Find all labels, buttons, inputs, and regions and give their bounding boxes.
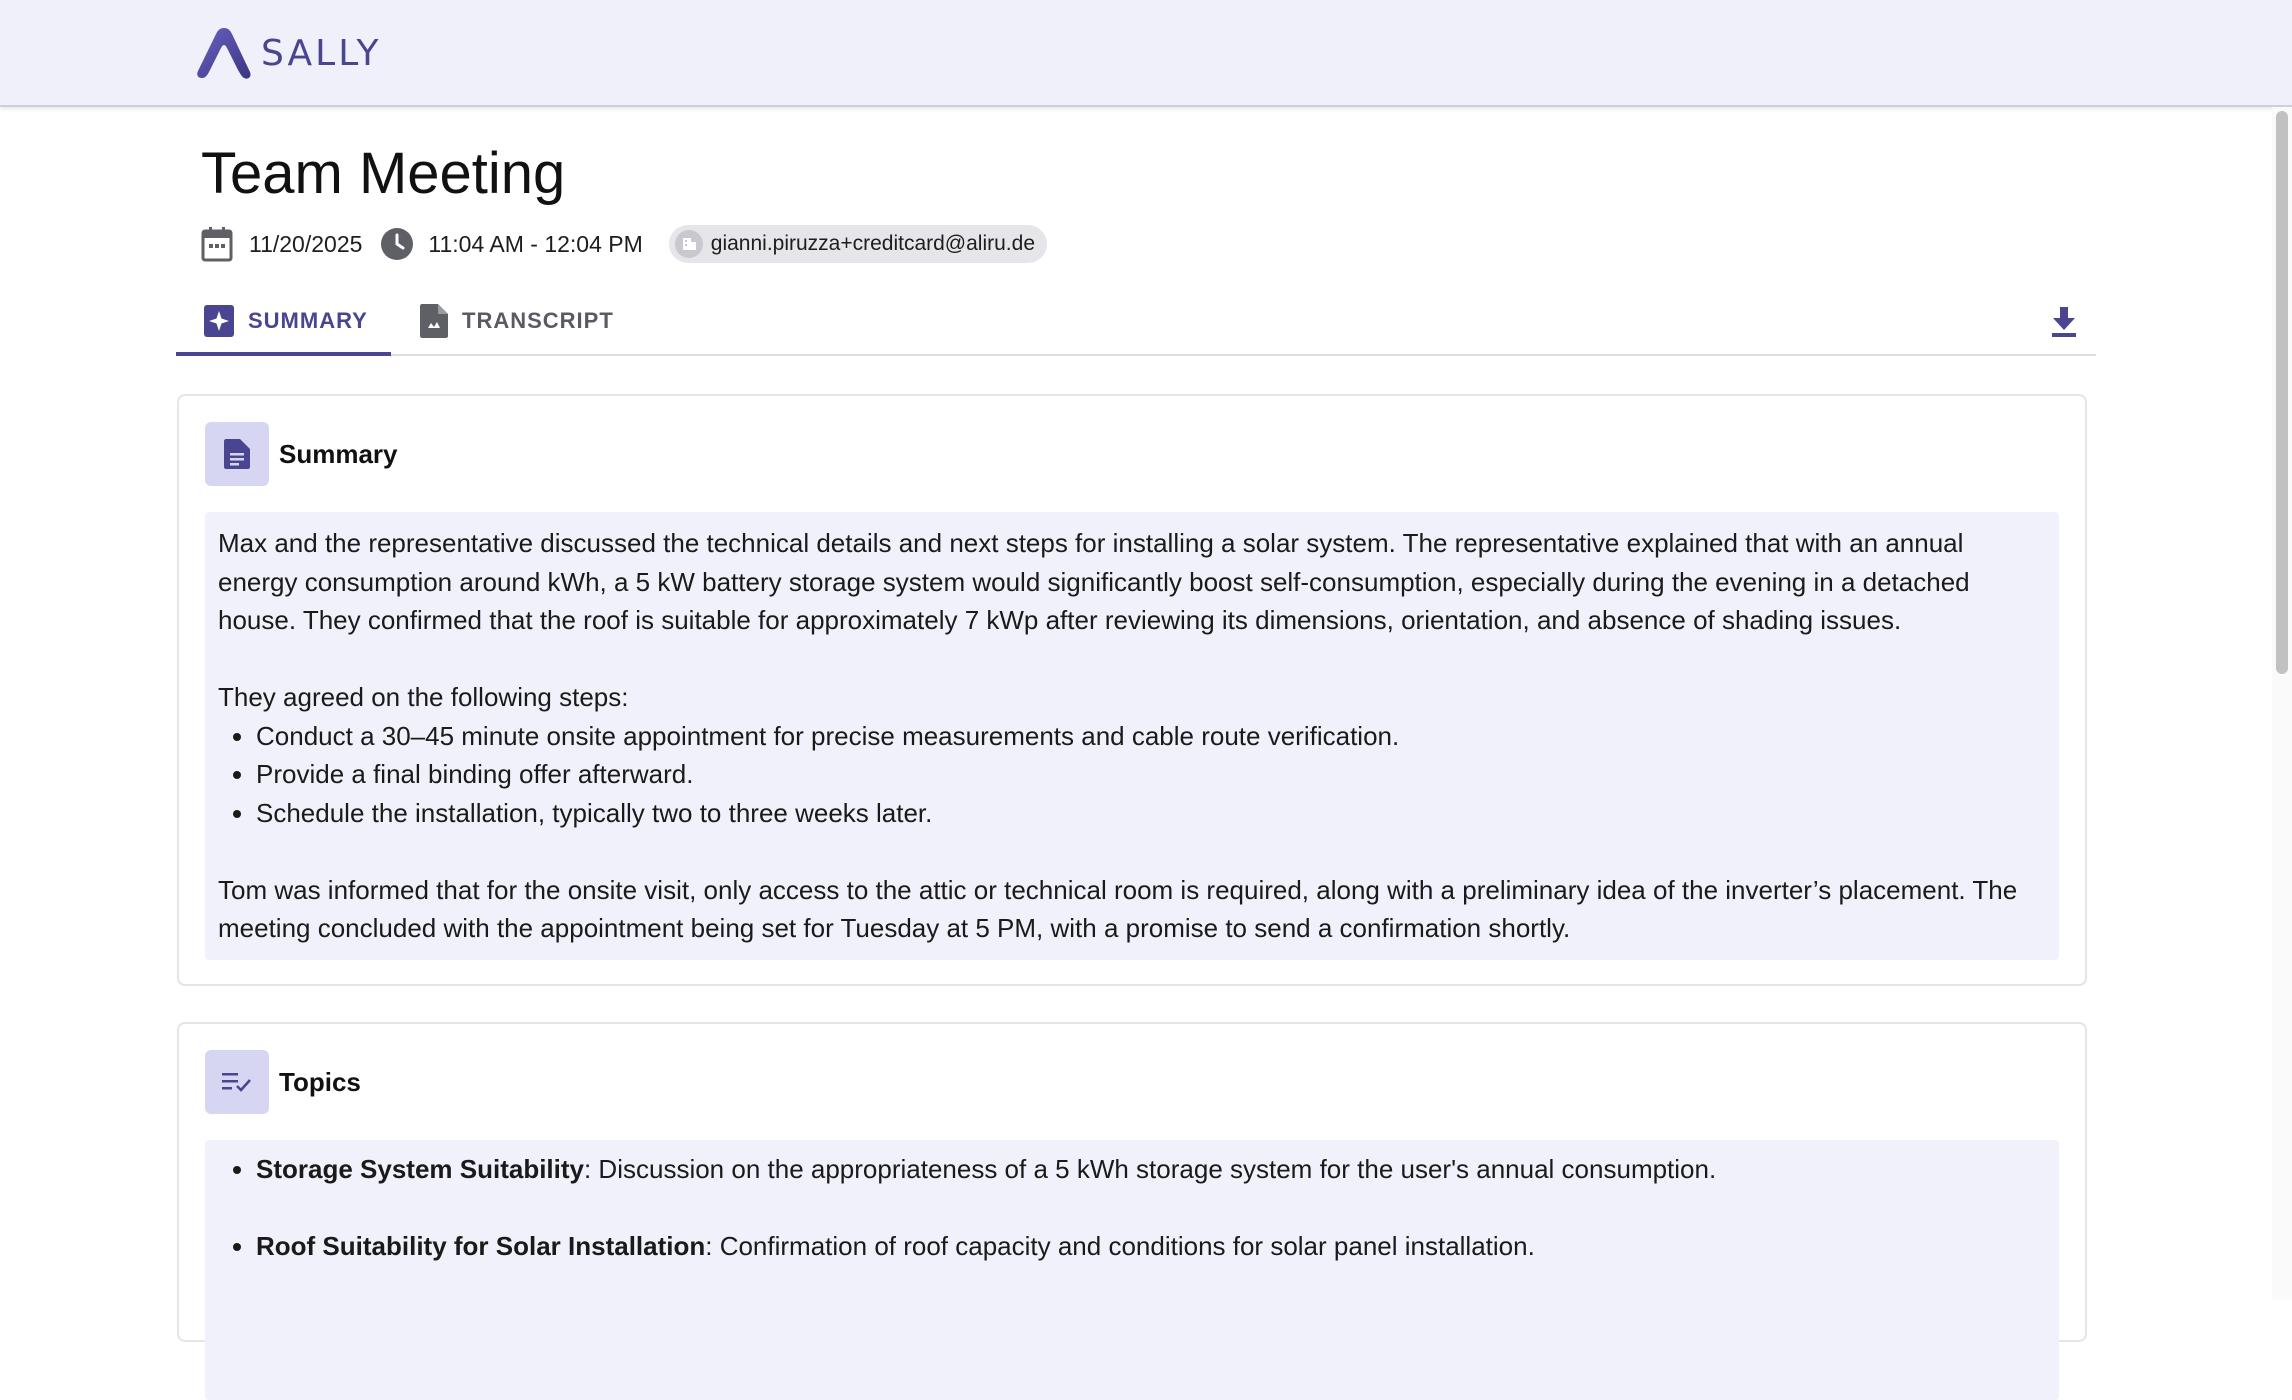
summary-doc-icon <box>205 422 269 486</box>
app-logo[interactable] <box>195 26 381 80</box>
meeting-meta <box>201 222 1047 266</box>
tab-summary-label: SUMMARY <box>248 308 368 333</box>
page-title: Team Meeting <box>201 141 566 206</box>
summary-content <box>205 512 2059 960</box>
logo-wordmark: SALLY <box>261 32 382 74</box>
participant-chip[interactable] <box>669 225 1047 263</box>
topics-card <box>177 1022 2087 1342</box>
meeting-time: 11:04 AM - 12:04 PM <box>428 230 643 257</box>
topics-card-header <box>205 1050 361 1114</box>
tab-summary[interactable] <box>204 288 368 354</box>
topic-title: Storage System Suitability <box>256 1154 584 1184</box>
company-icon <box>675 230 703 258</box>
active-tab-indicator <box>176 352 391 356</box>
summary-heading: Summary <box>279 438 398 469</box>
topic-text: : Discussion on the appropriateness of a 5 kWh storage system for the user's annual consumption. <box>583 1154 1717 1184</box>
sparkle-doc-icon <box>204 305 234 337</box>
tab-transcript[interactable] <box>420 288 614 354</box>
list-item: • Provide a final binding offer afterward. <box>256 755 2045 794</box>
steps-intro: They agreed on the following steps: <box>218 682 629 712</box>
topics-list <box>218 1150 2045 1266</box>
topic-text: : Confirmation of roof capacity and conditions for solar panel installation. <box>705 1231 1535 1261</box>
scrollbar-thumb[interactable] <box>2276 111 2288 674</box>
checklist-icon <box>205 1050 269 1114</box>
participant-email: gianni.piruzza+creditcard@aliru.de <box>710 232 1036 255</box>
list-item <box>256 1227 2045 1266</box>
topics-heading: Topics <box>279 1066 361 1097</box>
summary-card-header <box>205 422 398 486</box>
meeting-date: 11/20/2025 <box>249 230 363 257</box>
download-icon <box>2051 307 2077 337</box>
tab-bar <box>176 288 2096 356</box>
sally-logo-icon <box>195 26 253 80</box>
clock-icon <box>380 227 414 261</box>
top-bar <box>0 0 2292 107</box>
topics-content <box>205 1140 2059 1400</box>
list-item: • Conduct a 30–45 minute onsite appointment for precise measurements and cable route verification. <box>256 717 2045 756</box>
download-button[interactable] <box>2044 302 2084 342</box>
document-icon <box>420 304 448 338</box>
page-scrollbar[interactable] <box>2272 107 2292 1300</box>
topic-title: Roof Suitability for Solar Installation <box>256 1231 706 1261</box>
summary-card <box>177 394 2087 986</box>
calendar-icon <box>201 226 233 262</box>
summary-paragraph: Max and the representative discussed the technical details and next steps for installing a solar system. The representative explained that with an annual energy consumption around kWh, a 5 kW battery storage system would significantly boost self-consumption, especially during the evening in a detached house. They confirmed that the roof is suitable for approximately 7 kWp after reviewing its dimensions, orientation, and absence of shading issues. <box>218 528 1970 635</box>
tab-transcript-label: TRANSCRIPT <box>462 308 614 333</box>
list-item <box>256 1150 2045 1189</box>
steps-list <box>218 717 2045 833</box>
list-item: • Schedule the installation, typically two to three weeks later. <box>256 794 2045 833</box>
summary-paragraph: Tom was informed that for the onsite visit, only access to the attic or technical room is required, along with a preliminary idea of the inverter’s placement. The meeting concluded with the appointment being set for Tuesday at 5 PM, with a promise to send a confirmation shortly. <box>218 874 2018 943</box>
